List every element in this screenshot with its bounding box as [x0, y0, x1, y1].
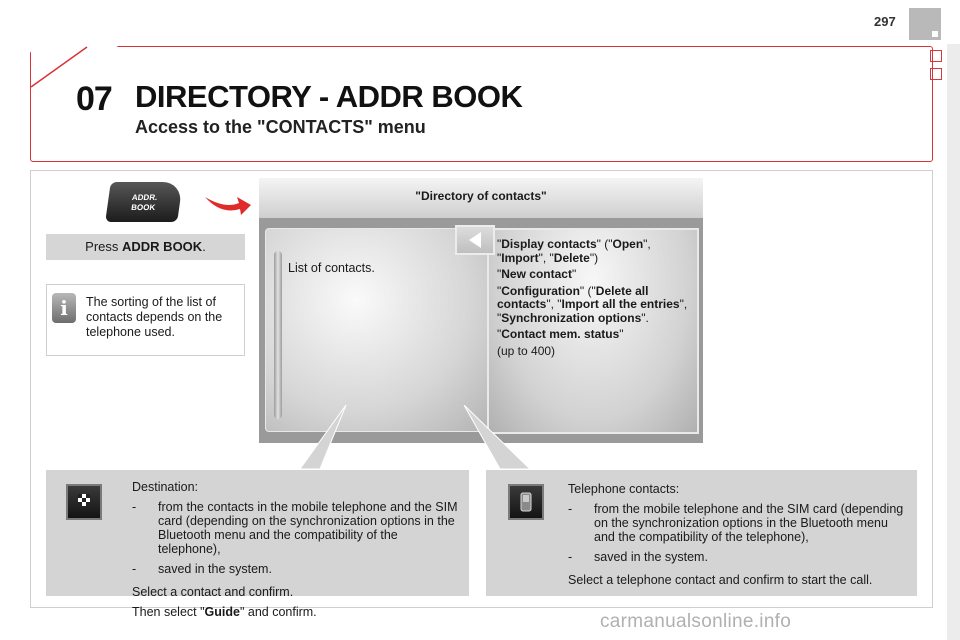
bullet-dash: - [132, 500, 137, 514]
callout-right [460, 405, 540, 475]
menu-item-display-contacts[interactable]: "Display contacts" ("Open", "Import", "Delete") [497, 237, 651, 265]
press-key: ADDR BOOK [122, 239, 203, 254]
display-screen [259, 178, 703, 443]
destination-text [132, 480, 462, 625]
flag-icon [66, 484, 102, 520]
destination-panel [46, 470, 469, 619]
addr-book-button-icon [105, 182, 183, 222]
menu-panel [487, 228, 699, 434]
side-rule [947, 44, 960, 640]
bullet-dash: - [568, 550, 573, 564]
telephone-panel [486, 470, 917, 596]
destination-bullet-1: - from the contacts in the mobile telephone and the SIM card (depending on the synchronization options in the Bluetooth menu and the compatibility of the telephone), [132, 500, 458, 556]
contacts-list-panel[interactable] [265, 228, 491, 432]
button-label-line1: ADDR. [131, 193, 158, 202]
menu-item-new-contact[interactable]: "New contact" [497, 267, 577, 281]
list-label: List of contacts. [288, 261, 375, 275]
telephone-text [568, 482, 912, 593]
destination-bullet-2: - saved in the system. [132, 562, 272, 576]
mobile-phone-icon [508, 484, 544, 520]
destination-heading: Destination: [132, 480, 199, 494]
chapter-number: 07 [76, 80, 112, 118]
list-scrollbar[interactable] [274, 251, 282, 419]
menu-items [497, 238, 693, 361]
button-label-line2: BOOK [130, 203, 156, 212]
screen-title: "Directory of contacts" [259, 178, 703, 218]
chapter-subtitle: Access to the "CONTACTS" menu [135, 117, 426, 137]
callout-left [290, 405, 360, 475]
press-prefix: Press [85, 239, 123, 254]
menu-item-configuration[interactable]: "Configuration" ("Delete all contacts", "Import all the entries", "Synchronization options". [497, 283, 688, 325]
page-number: 297 [874, 14, 896, 29]
chapter-title: DIRECTORY - ADDR BOOK [135, 79, 523, 114]
press-suffix: . [202, 239, 206, 254]
info-box [46, 284, 245, 356]
info-text: The sorting of the list of contacts depends on the telephone used. [86, 295, 223, 339]
info-icon: i [52, 293, 76, 323]
corner-marker [909, 8, 941, 40]
telephone-bullet-2: - saved in the system. [568, 550, 708, 564]
menu-item-contact-mem-status[interactable]: "Contact mem. status" [497, 327, 624, 341]
back-arrow-icon[interactable] [455, 225, 495, 255]
watermark: carmanualsonline.info [600, 611, 792, 632]
telephone-heading: Telephone contacts: [568, 482, 680, 496]
red-arrow-icon [203, 187, 253, 217]
telephone-bullet-1: - from the mobile telephone and the SIM card (depending on the synchronization options in the Bluetooth menu and the compatibility of the telephone), [568, 502, 904, 544]
destination-line-1: Select a contact and confirm. [132, 585, 294, 599]
menu-limit-note: (up to 400) [497, 343, 556, 358]
bullet-dash: - [132, 562, 137, 576]
press-instruction [46, 234, 245, 260]
destination-line-2: Then select "Guide" and confirm. [132, 605, 317, 619]
bullet-dash: - [568, 502, 573, 516]
telephone-line-1: Select a telephone contact and confirm to start the call. [568, 573, 873, 587]
